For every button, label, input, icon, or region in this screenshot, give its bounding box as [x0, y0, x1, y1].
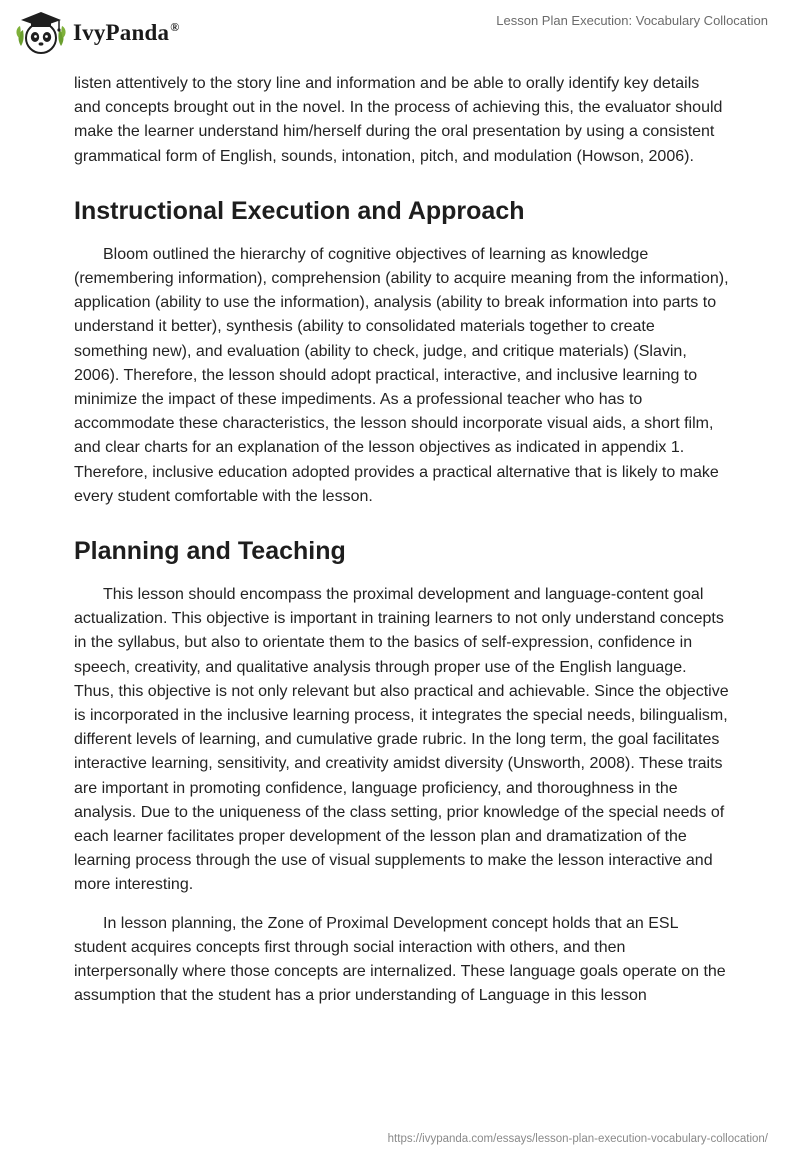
- paragraph: This lesson should encompass the proximal development and language-content goal actualization. This objective is important in training learners to not only understand concepts in the syllabus, but also to orientate them to the basics of self-expression, confidence in speech, creativity, and qualitative analysis through proper use of the English language. Thus, this objective is not only relevant but also practical and achievable. Since the objective is incorporated in the inclusive learning process, it integrates the special needs, bilingualism, different levels of learning, and cumulative grade rubric. In the long term, the goal facilitates interactive learning, sensitivity, and creativity amidst diversity (Unsworth, 2008). These traits are important in promoting confidence, language proficiency, and thoroughness in the analysis. Due to the uniqueness of the class setting, prior knowledge of the special needs of each learner facilitates proper development of the lesson plan and dramatization of the learning process through the use of visual supplements to make the lesson interactive and more interesting.: [74, 586, 729, 894]
- panda-graduate-icon: [15, 8, 67, 58]
- registered-mark: ®: [170, 20, 180, 35]
- section-heading-instructional: Instructional Execution and Approach: [74, 196, 525, 225]
- brand-name: [73, 20, 179, 46]
- intro-paragraph: listen attentively to the story line and information and be able to orally identify key details and concepts brought out in the novel. In the process of achieving this, the evaluator should make the learner understand him/herself during the oral presentation by using a consistent grammatical form of English, sounds, intonation, pitch, and modulation (Howson, 2006).: [74, 75, 723, 165]
- essay-content: [74, 72, 730, 1023]
- paragraph: In lesson planning, the Zone of Proximal Development concept holds that an ESL student acquires concepts first through social interaction with others, and then interpersonally where those concepts are internalized. These language goals operate on the assumption that the student has a prior understanding of Language in this lesson: [74, 914, 726, 1005]
- paragraph: Bloom outlined the hierarchy of cognitive objectives of learning as knowledge (remembering information), comprehension (ability to acquire meaning from the information), application (ability to use the information), analysis (ability to break information into parts to understand it better), synthesis (ability to consolidated materials together to create something new), and evaluation (ability to check, judge, and critique materials) (Slavin, 2006). Therefore, the lesson should adopt practical, interactive, and inclusive learning to minimize the impact of these impediments. As a professional teacher who has to accommodate these characteristics, the lesson should incorporate visual aids, a short film, and clear charts for an explanation of the lesson objectives as indicated in appendix 1. Therefore, inclusive education adopted provides a practical alternative that is likely to make every student comfortable with the lesson.: [74, 245, 729, 505]
- source-url[interactable]: https://ivypanda.com/essays/lesson-plan-execution-vocabulary-collocation/: [387, 1133, 768, 1145]
- ivypanda-logo[interactable]: [15, 8, 179, 58]
- section-heading-planning: Planning and Teaching: [74, 537, 346, 566]
- running-title: Lesson Plan Execution: Vocabulary Collocation: [496, 13, 768, 28]
- page-header: [0, 0, 800, 70]
- brand-text: IvyPanda: [73, 20, 170, 45]
